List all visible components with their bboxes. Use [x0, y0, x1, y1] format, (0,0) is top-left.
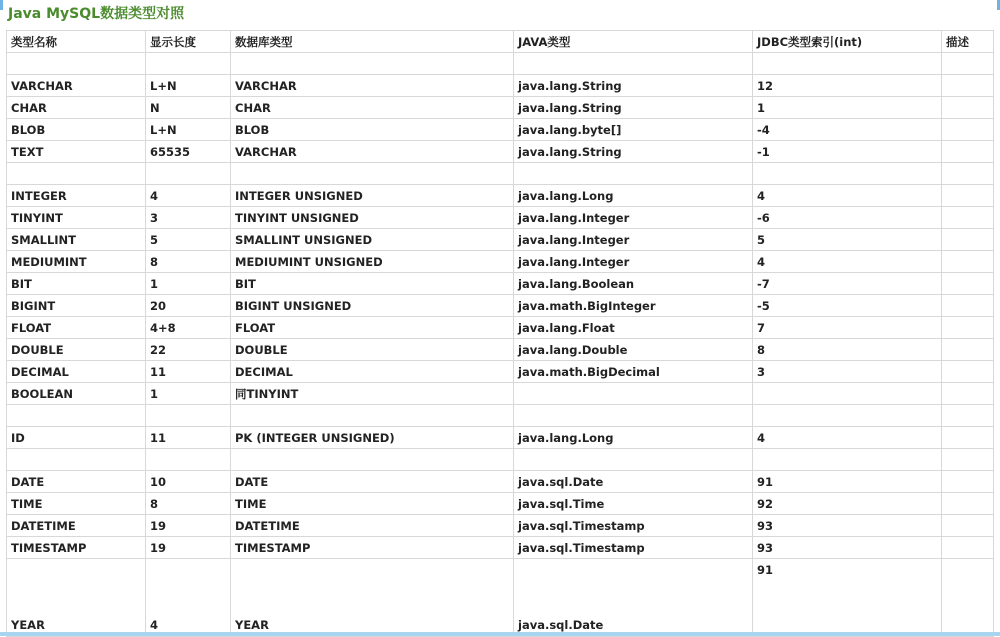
cell-description: [942, 493, 994, 515]
cell-java-type: java.sql.Date: [514, 559, 753, 637]
cell-jdbc-index: [753, 53, 942, 75]
cell-db-type: YEAR: [231, 559, 514, 637]
cell-description: [942, 339, 994, 361]
cell-java-type: java.math.BigInteger: [514, 295, 753, 317]
header-db-type: 数据库类型: [231, 31, 514, 53]
cell-description: [942, 163, 994, 185]
cell-jdbc-index: [753, 383, 942, 405]
cell-java-type: java.sql.Time: [514, 493, 753, 515]
cell-description: [942, 515, 994, 537]
cell-db-type: [231, 449, 514, 471]
cell-jdbc-index: [753, 163, 942, 185]
cell-jdbc-index: 5: [753, 229, 942, 251]
cell-type-name: TIMESTAMP: [7, 537, 146, 559]
cell-type-name: YEAR: [7, 559, 146, 637]
cell-description: [942, 405, 994, 427]
cell-jdbc-index: 93: [753, 537, 942, 559]
cell-description: [942, 229, 994, 251]
cell-db-type: TIME: [231, 493, 514, 515]
table-header-row: [7, 31, 994, 53]
cell-java-type: java.lang.byte[]: [514, 119, 753, 141]
cell-description: [942, 427, 994, 449]
cell-jdbc-index: 92: [753, 493, 942, 515]
table-row: [7, 207, 994, 229]
cell-java-type: java.lang.Long: [514, 427, 753, 449]
type-mapping-table: [6, 30, 994, 637]
cell-java-type: java.sql.Date: [514, 471, 753, 493]
cell-type-name: DOUBLE: [7, 339, 146, 361]
cell-jdbc-index: 1: [753, 97, 942, 119]
table-row: [7, 317, 994, 339]
cell-description: [942, 537, 994, 559]
table-row: [7, 251, 994, 273]
cell-jdbc-index: [753, 449, 942, 471]
cell-display-length: 4: [146, 559, 231, 637]
cell-type-name: [7, 405, 146, 427]
table-row: [7, 97, 994, 119]
cell-display-length: 11: [146, 361, 231, 383]
cell-display-length: 8: [146, 493, 231, 515]
cell-java-type: java.lang.String: [514, 75, 753, 97]
cell-description: [942, 449, 994, 471]
cell-db-type: INTEGER UNSIGNED: [231, 185, 514, 207]
cell-display-length: 19: [146, 515, 231, 537]
cell-java-type: [514, 383, 753, 405]
cell-display-length: 1: [146, 383, 231, 405]
cell-java-type: java.lang.Integer: [514, 207, 753, 229]
cell-db-type: CHAR: [231, 97, 514, 119]
table-row: [7, 493, 994, 515]
cell-jdbc-index: -7: [753, 273, 942, 295]
cell-type-name: DATETIME: [7, 515, 146, 537]
cell-display-length: 4+8: [146, 317, 231, 339]
cell-db-type: BLOB: [231, 119, 514, 141]
cell-db-type: [231, 405, 514, 427]
cell-display-length: 11: [146, 427, 231, 449]
header-description: 描述: [942, 31, 994, 53]
cell-jdbc-index: 12: [753, 75, 942, 97]
cell-db-type: [231, 163, 514, 185]
cell-type-name: INTEGER: [7, 185, 146, 207]
cell-description: [942, 185, 994, 207]
cell-db-type: DOUBLE: [231, 339, 514, 361]
table-row: [7, 185, 994, 207]
cell-jdbc-index: -6: [753, 207, 942, 229]
cell-java-type: java.lang.String: [514, 141, 753, 163]
cell-java-type: java.math.BigDecimal: [514, 361, 753, 383]
cell-type-name: MEDIUMINT: [7, 251, 146, 273]
cell-display-length: 22: [146, 339, 231, 361]
cell-display-length: [146, 163, 231, 185]
cell-display-length: [146, 449, 231, 471]
cell-description: [942, 207, 994, 229]
cell-db-type: BIGINT UNSIGNED: [231, 295, 514, 317]
table-row: [7, 361, 994, 383]
table-row: [7, 427, 994, 449]
cell-db-type: DATETIME: [231, 515, 514, 537]
cell-jdbc-index: 91: [753, 559, 942, 637]
cell-java-type: [514, 53, 753, 75]
cell-display-length: 1: [146, 273, 231, 295]
cell-display-length: 3: [146, 207, 231, 229]
cell-db-type: TIMESTAMP: [231, 537, 514, 559]
cell-type-name: BOOLEAN: [7, 383, 146, 405]
cell-display-length: 65535: [146, 141, 231, 163]
cell-display-length: 5: [146, 229, 231, 251]
cell-type-name: VARCHAR: [7, 75, 146, 97]
header-display-length: 显示长度: [146, 31, 231, 53]
cell-java-type: [514, 163, 753, 185]
cell-type-name: BIT: [7, 273, 146, 295]
cell-java-type: java.lang.String: [514, 97, 753, 119]
table-row: [7, 273, 994, 295]
cell-type-name: FLOAT: [7, 317, 146, 339]
cell-display-length: N: [146, 97, 231, 119]
table-row: [7, 53, 994, 75]
cell-display-length: 20: [146, 295, 231, 317]
table-row: [7, 141, 994, 163]
table-row: [7, 383, 994, 405]
cell-jdbc-index: 4: [753, 427, 942, 449]
cell-display-length: L+N: [146, 119, 231, 141]
cell-type-name: TINYINT: [7, 207, 146, 229]
cell-java-type: java.lang.Double: [514, 339, 753, 361]
table-row: [7, 229, 994, 251]
cell-description: [942, 251, 994, 273]
cell-description: [942, 75, 994, 97]
cell-db-type: BIT: [231, 273, 514, 295]
cell-description: [942, 273, 994, 295]
cell-type-name: TIME: [7, 493, 146, 515]
cell-description: [942, 471, 994, 493]
cell-description: [942, 383, 994, 405]
cell-java-type: java.lang.Integer: [514, 229, 753, 251]
cell-type-name: [7, 53, 146, 75]
cell-type-name: [7, 163, 146, 185]
cell-description: [942, 361, 994, 383]
cell-description: [942, 295, 994, 317]
cell-java-type: java.lang.Float: [514, 317, 753, 339]
cell-type-name: [7, 449, 146, 471]
table-row: [7, 559, 994, 637]
cell-db-type: SMALLINT UNSIGNED: [231, 229, 514, 251]
table-row: [7, 119, 994, 141]
cell-type-name: DECIMAL: [7, 361, 146, 383]
cell-java-type: java.sql.Timestamp: [514, 537, 753, 559]
cell-jdbc-index: 7: [753, 317, 942, 339]
cell-description: [942, 559, 994, 637]
table-row: [7, 75, 994, 97]
page-title: Java MySQL数据类型对照: [8, 6, 185, 22]
cell-db-type: [231, 53, 514, 75]
cell-jdbc-index: -4: [753, 119, 942, 141]
cell-java-type: java.lang.Integer: [514, 251, 753, 273]
table-row: [7, 471, 994, 493]
cell-type-name: BIGINT: [7, 295, 146, 317]
cell-description: [942, 141, 994, 163]
cell-type-name: CHAR: [7, 97, 146, 119]
cell-type-name: SMALLINT: [7, 229, 146, 251]
cell-type-name: DATE: [7, 471, 146, 493]
cell-jdbc-index: 91: [753, 471, 942, 493]
cell-db-type: TINYINT UNSIGNED: [231, 207, 514, 229]
cell-display-length: [146, 405, 231, 427]
cell-description: [942, 97, 994, 119]
cell-display-length: [146, 53, 231, 75]
cell-description: [942, 119, 994, 141]
table-row: [7, 515, 994, 537]
cell-display-length: 10: [146, 471, 231, 493]
cell-jdbc-index: [753, 405, 942, 427]
bottom-border: [0, 632, 1000, 636]
cell-jdbc-index: 8: [753, 339, 942, 361]
cell-db-type: VARCHAR: [231, 141, 514, 163]
table-row: [7, 537, 994, 559]
cell-jdbc-index: -1: [753, 141, 942, 163]
cell-type-name: ID: [7, 427, 146, 449]
cell-java-type: java.lang.Long: [514, 185, 753, 207]
cell-java-type: [514, 449, 753, 471]
cell-display-length: L+N: [146, 75, 231, 97]
cell-db-type: PK (INTEGER UNSIGNED): [231, 427, 514, 449]
cell-db-type: DATE: [231, 471, 514, 493]
header-java-type: JAVA类型: [514, 31, 753, 53]
cell-java-type: java.sql.Timestamp: [514, 515, 753, 537]
header-jdbc-index: JDBC类型索引(int): [753, 31, 942, 53]
cell-jdbc-index: -5: [753, 295, 942, 317]
corner-marker: [0, 0, 3, 10]
cell-description: [942, 317, 994, 339]
table-row: [7, 405, 994, 427]
header-type-name: 类型名称: [7, 31, 146, 53]
cell-jdbc-index: 4: [753, 185, 942, 207]
table-row: [7, 339, 994, 361]
cell-jdbc-index: 93: [753, 515, 942, 537]
cell-db-type: MEDIUMINT UNSIGNED: [231, 251, 514, 273]
cell-display-length: 4: [146, 185, 231, 207]
cell-java-type: [514, 405, 753, 427]
table-row: [7, 295, 994, 317]
cell-jdbc-index: 4: [753, 251, 942, 273]
cell-type-name: TEXT: [7, 141, 146, 163]
cell-description: [942, 53, 994, 75]
cell-display-length: 19: [146, 537, 231, 559]
table-row: [7, 163, 994, 185]
cell-display-length: 8: [146, 251, 231, 273]
cell-db-type: FLOAT: [231, 317, 514, 339]
cell-jdbc-index: 3: [753, 361, 942, 383]
cell-java-type: java.lang.Boolean: [514, 273, 753, 295]
table-row: [7, 449, 994, 471]
cell-type-name: BLOB: [7, 119, 146, 141]
cell-db-type: VARCHAR: [231, 75, 514, 97]
cell-db-type: 同TINYINT: [231, 383, 514, 405]
cell-db-type: DECIMAL: [231, 361, 514, 383]
